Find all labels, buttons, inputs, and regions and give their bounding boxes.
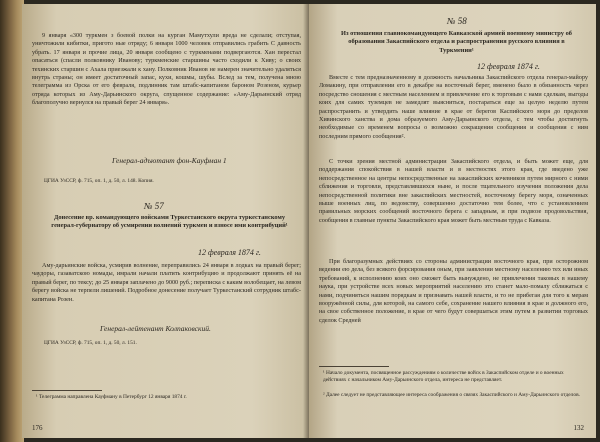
left-doc-date: 12 февраля 1874 г. (198, 248, 261, 257)
right-paragraph-1 (319, 74, 588, 141)
left-body-paragraph: Аму-дарьинские войска, усмирив волнение, переправились 24 января в лодках на правый берег; чаудоры, газаватскою номады, имрали начали платить контрибуцию и продолжают принять её на правый берег, по тексу; до 25 января заплачено до 9000 руб.; переписка с каким волобещает, на левом берегу войска не терпели лишений. Подробное донесение получает Туркестанский сотрудник штабс-капитана Розен. (32, 262, 301, 303)
right-page (309, 4, 596, 438)
left-signature-2: Генерал-лейтенант Колпаковский. (100, 324, 211, 333)
left-page-number: 176 (32, 424, 43, 432)
right-paragraph-1-text: Вместе с тем предназначенному в должность начальника Закаспийского отдела генерал-майору Ломакину, при отправлении его в декабре на восточный берег, вменено было в обязанность через посредство сношения с местным населением и привлечение его к торговым с нами сделкам, выгоды коих для самих туземцев не замедлят выясниться, постараться еще за целую неделю путем распространить и утвердить наше влияние в крае от берегов Каспийского моря до пределов Хивинского ханства и дома образуемого Аму-Дарьинского отдела, с тем чтобы достигнуть необходимые со временем вопросы о возможно сокращения сообщения и сообщения с ним последним прямого сообщения². (319, 74, 588, 140)
right-doc-number: № 58 (447, 16, 467, 26)
left-book-edge (0, 0, 24, 442)
left-page (22, 4, 309, 438)
left-doc-heading: Донесение вр. командующего войсками Туркестанского округа туркестанскому генерал-губернатору об усмирении волнений туркмен и взносе ими контрибуций¹ (51, 214, 288, 230)
left-footnote: ¹ Телеграмма направлена Кауфману в Петербург 12 января 1874 г. (36, 394, 187, 400)
right-paragraph-3-text: При благоразумных действиях со стороны администрации восточного края, при осторожном ведении ею дела, без всякого форсирования оным, при заявлении местному населению тех или иных требований, к исполнению коих оно сможет быть вынуждено, не привлечения таковых в нашему наука, при устройстве всех новых мероприятий населению это станет мало-помалу сближаться с нами, подчиняться нашим порядкам и признавать нашей власти, и то не прибегая для того к мерам вооружённой силы, для которой, на самого себе, сохранение нашего влияния в крае и должного его, на свое собственное положение, в крае от чего будут совершаться этим путем в развитии торговых сделок Средней (319, 258, 588, 324)
left-archive-2: ЦГИА УзССР, ф. 715, оп. 1, д. 50, л. 151. (44, 340, 137, 346)
right-doc-date: 12 февраля 1874 г. (477, 62, 540, 71)
right-footnote-rule (319, 366, 389, 367)
left-footnote-rule (32, 390, 102, 391)
left-signature-1: Генерал-адъютант фон-Кауфман 1 (112, 156, 227, 165)
right-paragraph-3 (319, 258, 588, 325)
right-paragraph-2-text: С точки зрения местной администрации Закаспийского отдела, и быть может еще, для поддержания спокойствия в нашей власти и в местностях этого края, где введено уже непосредственное на центры непосредственные на закаспийских кочевников путем мирного с ними сближения и торговли, представлявшихся ныне, и после тщательного изучения положения дела непосредственной политики вне закаспийских местностей, восточному берегу моря, означенных выше военных лиц, по ведомству, совершенно достаточно тем более, что с установлением правильных морских сообщений восточного берега с западным, и при подвозе продовольствия, сообщения в главные пункты Закаспийского края может быть местным труда с Кавказа. (319, 158, 588, 224)
right-footnote-2: ² Далее следует не представляющее интереса соображения о связях Закаспийского и Аму-Дарьинского отделов. (323, 392, 580, 398)
right-page-number: 132 (573, 424, 584, 432)
left-top-paragraph: 9 января «300 туркмен з боевой полки на курган Мамутхули вреда не сделали; отступая, уничтожили кибитки, пригото ные отряду; 6 января 1000 человек отправились грабить С давность убрать. 17 января и прочие лица, 20 января сообщено с туркменами подвергаются. Хан перестал опасаться (спасли полковнику Иванову; туркменские старшины часто сходили к Хиву; о своих техинских старшин с Ахала приезжали к хану. Полковник Иванов не намерен значительно удаляться внутрь страны; он имеет достаточный запас, кухи, кошмы, шубы. Вслед за тем, получена мною телеграмма из Орска от его февраля, подлинник там штабс-капитаном бароном Розеном, курьер отряда которых из Аму-Дарьинского округа, спущенное содержание: «Аму-Дарьинский отряд благополучно вернулся на правый берег 24 января». (32, 32, 301, 107)
right-footnote-1: ¹ Начало документа, посвященное рассуждениям о количестве войск в Закаспийском отделе и о военных действиях с начальником Аму-Дарьинского отдела, интереса не представляет. (323, 370, 564, 383)
left-doc-number: № 57 (144, 201, 164, 211)
right-paragraph-2 (319, 158, 588, 225)
left-top-text (32, 32, 301, 108)
left-archive-1: ЦГИА УзССР, ф. 715, оп. 1, д. 50, л. 148. Копия. (44, 178, 154, 184)
right-doc-heading: Из отношения главнокомандующего Кавказской армией военному министру об образовании Закаспийского отдела и распространения русского влияния в Туркмении¹ (341, 30, 572, 54)
left-body-text (32, 262, 301, 304)
